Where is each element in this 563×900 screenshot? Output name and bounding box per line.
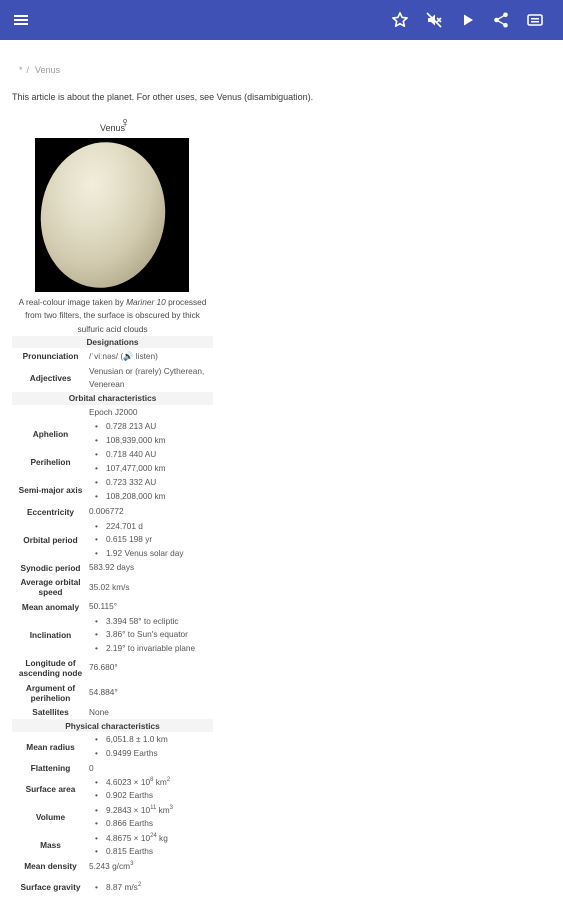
orbital-header: Orbital characteristics	[12, 392, 213, 405]
argument-value: 54.884°	[89, 687, 118, 698]
semimajor-au: • 0.723 332 AU	[89, 476, 213, 490]
caption-link[interactable]: Mariner 10	[126, 297, 166, 307]
venus-image[interactable]	[35, 138, 189, 292]
perihelion-km: • 107,477,000 km	[89, 462, 213, 476]
mean-anomaly-label: Mean anomaly	[21, 601, 80, 612]
perihelion-au: • 0.718 440 AU	[89, 448, 213, 462]
semimajor-label: Semi-major axis	[18, 484, 83, 495]
hatnote[interactable]: This article is about the planet. For other uses, see Venus (disambiguation).	[12, 92, 314, 102]
infobox-table	[12, 336, 213, 900]
volume-off-icon[interactable]	[425, 11, 443, 29]
breadcrumb-separator: /	[26, 65, 30, 75]
breadcrumb	[19, 65, 60, 75]
longitude-label: Longitude of ascending node	[18, 657, 83, 678]
gravity-label: Surface gravity	[20, 882, 81, 893]
volume-label: Volume	[35, 812, 66, 823]
surface-area-label: Surface area	[25, 784, 76, 795]
share-icon[interactable]	[492, 11, 510, 29]
physical-header: Physical characteristics	[12, 719, 213, 732]
flattening-label: Flattening	[30, 763, 71, 774]
menu-icon[interactable]	[12, 11, 30, 29]
volume-km: • $9.2843 \times 10^{11}$ $km^3$	[89, 804, 213, 818]
inclination-invariable: • 2.19° to invariable plane	[89, 642, 213, 656]
caption-text: A real-colour image taken by	[18, 297, 127, 307]
infobox-title-text: Venus	[99, 123, 126, 133]
mass-kg: • $4.8675 \times 10^{24}$ kg	[89, 832, 213, 846]
infobox-title	[12, 114, 213, 138]
density-value: 5.243 $g/cm^3$	[89, 860, 134, 871]
mean-anomaly-value: 50.115°	[89, 601, 118, 612]
synodic-value: 583.92 days	[89, 562, 135, 573]
star-icon[interactable]	[391, 11, 409, 29]
surface-area-km: • $4.6023 \times 10^8$ $km^2$	[89, 776, 213, 790]
planet-disc	[35, 138, 175, 292]
perihelion-label: Perihelion	[30, 456, 71, 467]
satellites-label: Satellites	[32, 707, 69, 718]
venus-symbol-icon: ♀	[120, 114, 131, 130]
inclination-label: Inclination	[29, 629, 72, 640]
eccentricity-label: Eccentricity	[26, 506, 75, 517]
breadcrumb-home[interactable]: *	[19, 65, 23, 75]
mass-label: Mass	[40, 840, 61, 851]
epoch-value: Epoch J2000	[89, 406, 138, 417]
adjectives-value: Venusian or (rarely) Cytherean, Venerean	[89, 365, 205, 390]
aphelion-label: Aphelion	[32, 428, 69, 439]
article-content	[0, 40, 563, 900]
orbital-period-solar-day: • 1.92 Venus solar day	[89, 547, 213, 561]
app-bar	[0, 0, 563, 40]
inclination-sun-equator: • 3.86° to Sun's equator	[89, 628, 213, 642]
orbital-period-years: • 0.615 198 yr	[89, 533, 213, 547]
breadcrumb-current: Venus	[35, 65, 61, 75]
volume-earths: • 0.866 Earths	[89, 817, 213, 831]
synodic-label: Synodic period	[20, 562, 81, 573]
mass-earths: • 0.815 Earths	[89, 845, 213, 859]
inclination-ecliptic: • 3.394 58° to ecliptic	[89, 615, 213, 629]
image-caption	[12, 296, 213, 336]
mean-radius-earths: • 0.9499 Earths	[89, 747, 213, 761]
longitude-value: 76.680°	[89, 662, 118, 673]
orbital-period-days: • 224.701 d	[89, 520, 213, 534]
satellites-value: None	[89, 706, 109, 717]
avg-speed-value: 35.02 km/s	[89, 581, 130, 592]
aphelion-km: • 108,939,000 km	[89, 434, 213, 448]
mean-radius-km: • 6,051.8 ± 1.0 km	[89, 733, 213, 747]
infobox	[12, 114, 213, 900]
argument-label: Argument of perihelion	[25, 682, 76, 703]
orbital-period-label: Orbital period	[23, 535, 78, 546]
surface-area-earths: • 0.902 Earths	[89, 789, 213, 803]
eccentricity-value: 0.006772	[89, 506, 124, 517]
density-label: Mean density	[24, 861, 77, 872]
caption-text-rest: processed from two filters, the surface is obscured by thick sulfuric acid clouds	[25, 297, 207, 334]
play-icon[interactable]	[459, 11, 477, 29]
aphelion-au: • 0.728 213 AU	[89, 420, 213, 434]
semimajor-km: • 108,208,000 km	[89, 490, 213, 504]
gravity-value: • 8.87 $m/s^2$	[89, 881, 213, 895]
flattening-value: 0	[89, 762, 94, 773]
pronunciation-label: Pronunciation	[22, 351, 79, 362]
avg-speed-label: Average orbital speed	[20, 577, 81, 598]
designations-header: Designations	[12, 336, 213, 348]
adjectives-label: Adjectives	[29, 373, 72, 384]
pronunciation-value[interactable]: /ˈviːnəs/ (🔊 listen)	[89, 350, 158, 361]
more-icon[interactable]	[526, 11, 544, 29]
mean-radius-label: Mean radius	[26, 741, 75, 752]
